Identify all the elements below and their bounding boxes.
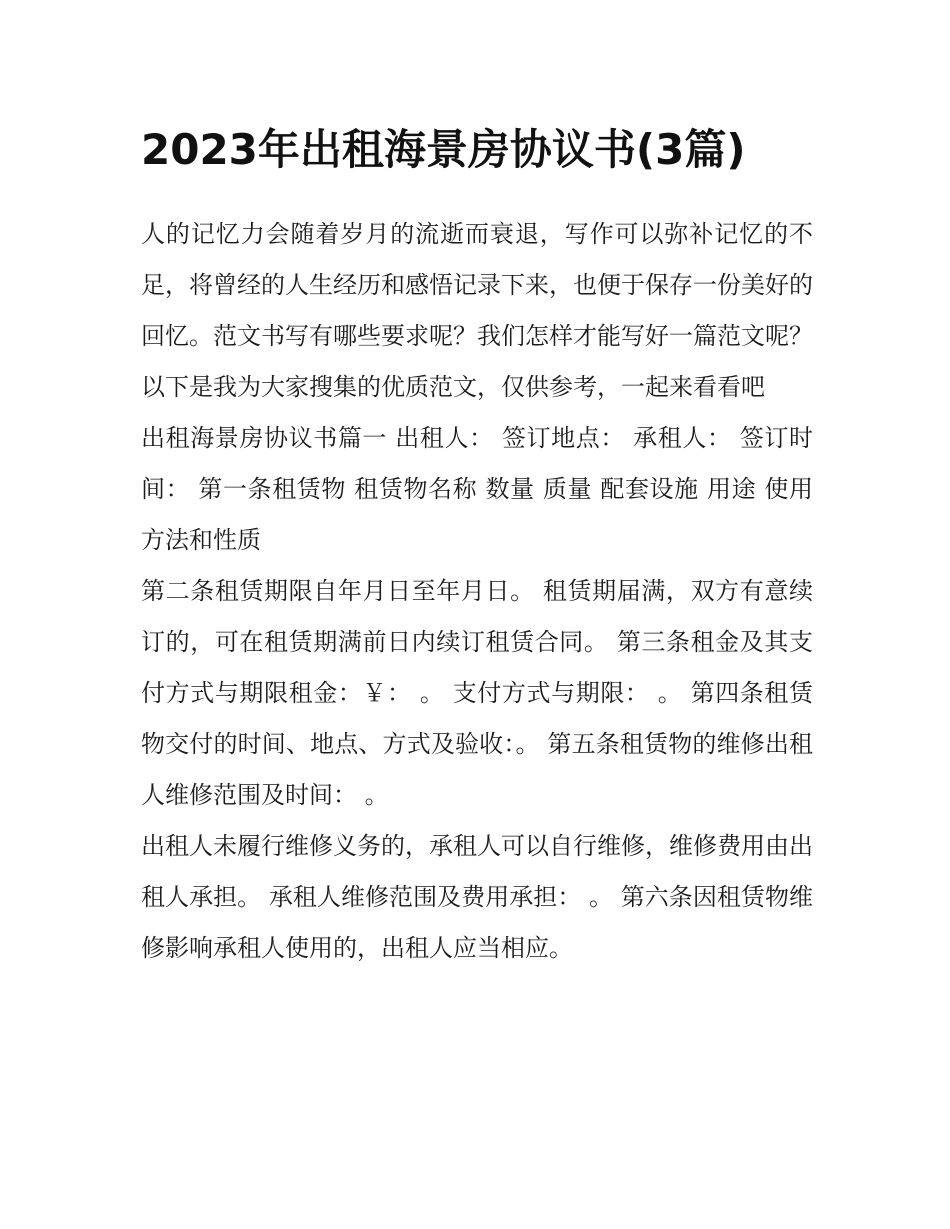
article-one-paragraph: 出租海景房协议书篇一 出租人： 签订地点： 承租人： 签订时间： 第一条租赁物 租赁物名称 数量 质量 配套设施 用途 使用方法和性质 <box>141 424 813 554</box>
document-title: 2023年出租海景房协议书(3篇) <box>141 125 746 174</box>
intro-paragraph: 人的记忆力会随着岁月的流逝而衰退，写作可以弥补记忆的不足，将曾经的人生经历和感悟记录下来，也便于保存一份美好的回忆。范文书写有哪些要求呢？我们怎样才能写好一篇范文呢？以下是我为大家搜集的优质范文，仅供参考，一起来看看吧 <box>141 220 813 401</box>
document-page <box>141 112 813 974</box>
maintenance-paragraph: 出租人未履行维修义务的，承租人可以自行维修，维修费用由出租人承担。 承租人维修范围及费用承担： 。 第六条因租赁物维修影响承租人使用的，出租人应当相应。 <box>141 832 813 962</box>
article-two-paragraph: 第二条租赁期限自年月日至年月日。 租赁期届满，双方有意续订的，可在租赁期满前日内续订租赁合同。 第三条租金及其支付方式与期限租金：￥： 。 支付方式与期限： 。 第四条租赁物交付的时间、地点、方式及验收：。 第五条租赁物的维修出租人维修范围及时间： 。 <box>141 577 813 809</box>
